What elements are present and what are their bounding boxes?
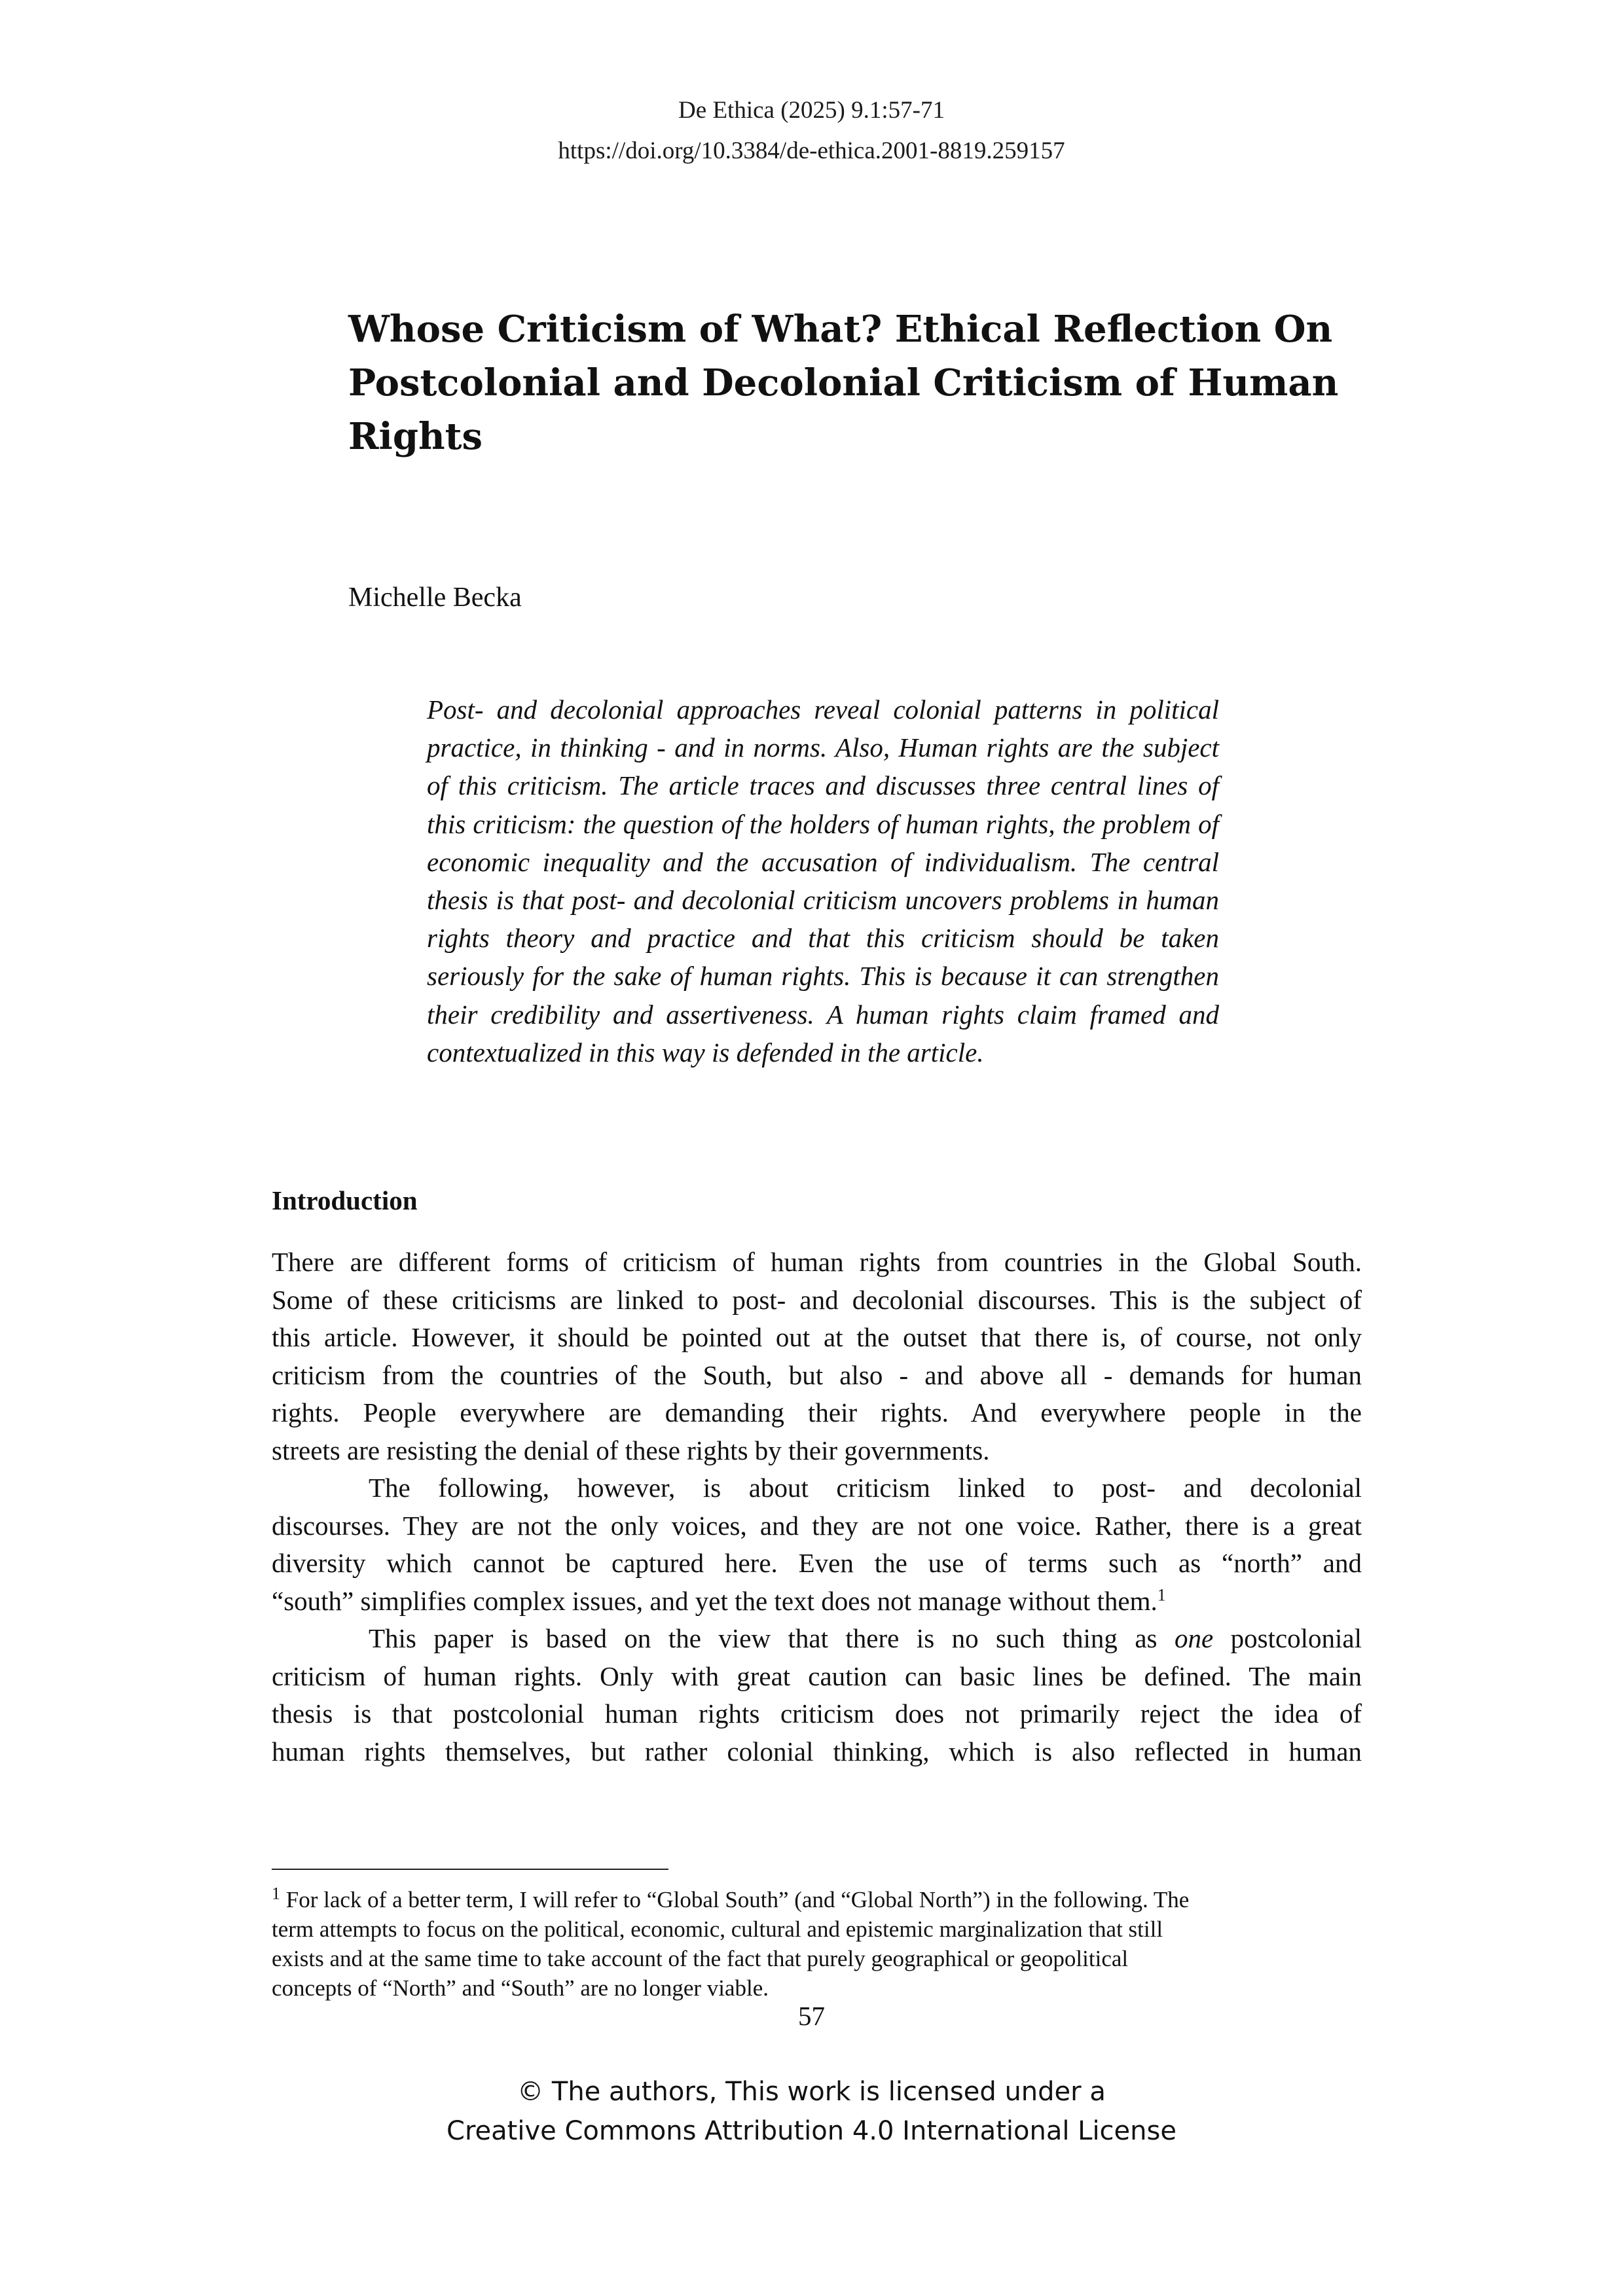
text-line: There are different forms of criticism of human rights from countries in the Global South. [272,1247,1362,1277]
abstract-line: this criticism: the question of the holders of human rights, the problem of [427,808,1219,839]
footnote-line: exists and at the same time to take account of the fact that purely geographical or geopolitical [272,1946,1129,1971]
author-name: Michelle Becka [348,583,522,613]
abstract-line: Post- and decolonial approaches reveal colonial patterns in political [427,694,1219,725]
title-line: Postcolonial and Decolonial Criticism of Human [348,361,1339,404]
footnote-divider [272,1869,668,1870]
text-line: diversity which cannot be captured here. Even the use of terms such as “north” and [272,1548,1362,1578]
footnote-line: concepts of “North” and “South” are no longer viable. [272,1975,769,2001]
text-line: streets are resisting the denial of these rights by their governments. [272,1435,990,1465]
text-line: thesis is that postcolonial human rights criticism does not primarily reject the idea of [272,1698,1362,1729]
paragraph-2 [272,1469,1362,1620]
abstract-line: practice, in thinking - and in norms. Also, Human rights are the subject [427,732,1219,763]
abstract-line: their credibility and assertiveness. A human rights claim framed and [427,999,1219,1030]
abstract-line: contextualized in this way is defended in the article. [427,1037,984,1067]
body-text [272,1244,1362,1770]
paragraph-1 [272,1244,1362,1469]
text-line: human rights themselves, but rather colonial thinking, which is also reflected in human [272,1736,1362,1767]
license-notice [0,2072,1623,2151]
footnote-line [272,1885,1351,1914]
license-link[interactable]: Creative Commons Attribution 4.0 International License [447,2116,1176,2146]
article-title [348,302,1339,463]
text-line-content: “south” simplifies complex issues, and yet the text does not manage without them. [272,1585,1158,1616]
footnote-line: term attempts to focus on the political, economic, cultural and epistemic marginalization that still [272,1916,1163,1942]
journal-citation: De Ethica (2025) 9.1:57-71 [678,97,945,124]
text-line [272,1583,1362,1621]
text-line [272,1620,1362,1658]
footnote-text: For lack of a better term, I will refer to “Global South” (and “Global North”) in the following. The [285,1887,1190,1912]
title-line: Rights [348,415,483,458]
license-line: © The authors, This work is licensed under a [517,2077,1106,2107]
title-line: Whose Criticism of What? Ethical Reflection On [348,308,1333,351]
abstract-line: of this criticism. The article traces and discusses three central lines of [427,770,1219,801]
text-line: Some of these criticisms are linked to post- and decolonial discourses. This is the subject of [272,1284,1362,1315]
abstract [427,691,1219,1071]
footnote-reference[interactable]: 1 [1157,1585,1166,1604]
abstract-line: thesis is that post- and decolonial criticism uncovers problems in human [427,885,1219,916]
text-line: discourses. They are not the only voices, and they are not one voice. Rather, there is a great [272,1510,1362,1541]
text-line: criticism from the countries of the South, but also - and above all - demands for human [272,1359,1362,1390]
section-heading-introduction: Introduction [272,1185,418,1215]
abstract-line: rights theory and practice and that this criticism should be taken [427,923,1219,954]
footnote [272,1885,1351,2003]
emphasis: one [1174,1623,1214,1653]
text-line: this article. However, it should be pointed out at the outset that there is, of course, not only [272,1322,1362,1352]
text-line: criticism of human rights. Only with great caution can basic lines be defined. The main [272,1660,1362,1691]
text-line: The following, however, is about criticism linked to post- and decolonial [369,1473,1362,1503]
text-segment: This paper is based on the view that there is no such thing as [369,1623,1158,1653]
text-segment: postcolonial [1230,1623,1362,1653]
paragraph-3 [272,1620,1362,1770]
journal-header [0,90,1623,171]
footnote-number: 1 [272,1884,280,1903]
text-line: rights. People everywhere are demanding their rights. And everywhere people in the [272,1397,1362,1427]
abstract-line: seriously for the sake of human rights. This is because it can strengthen [427,961,1219,992]
abstract-line: economic inequality and the accusation of individualism. The central [427,846,1219,877]
doi-link[interactable]: https://doi.org/10.3384/de-ethica.2001-8819.259157 [558,137,1065,164]
page-number: 57 [798,2001,825,2031]
